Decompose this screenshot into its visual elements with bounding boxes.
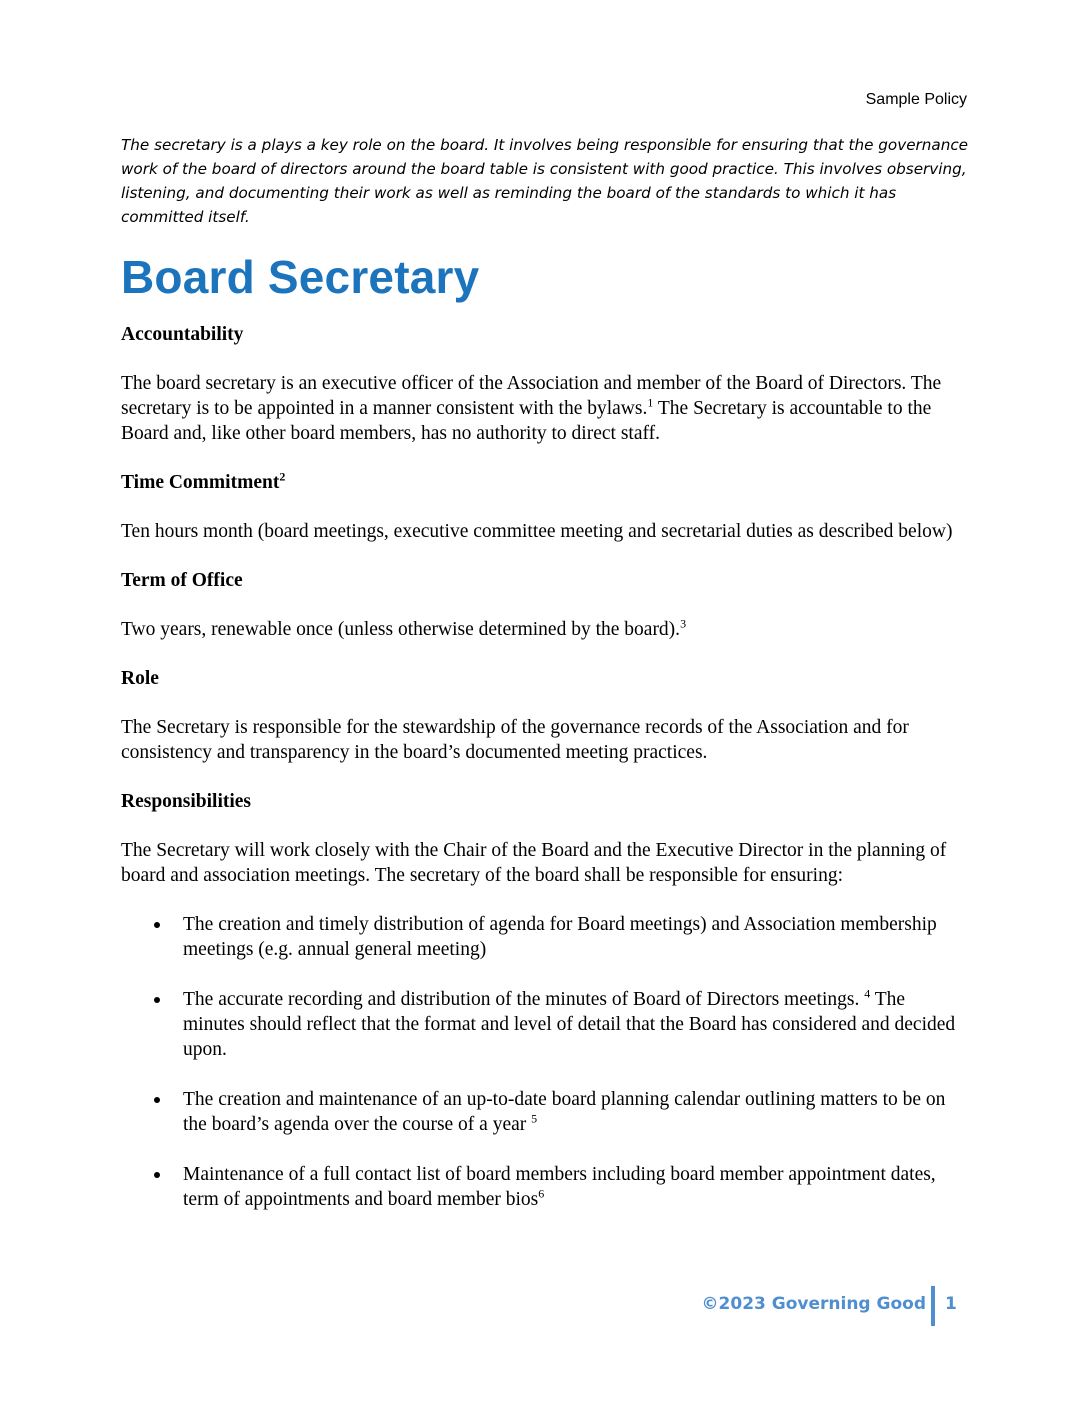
role-paragraph: The Secretary is responsible for the stewardship of the governance records of the Association and for consistency and transparency in the board’s documented meeting practices. [121, 717, 909, 763]
list-item-text: The creation and timely distribution of agenda for Board meetings) and Association membership meetings (e.g. annual general meeting) [183, 914, 937, 960]
list-item [121, 987, 971, 1062]
accountability-text-b: The Secretary is accountable to the Board and, like other board members, has no authority to direct staff. [121, 398, 932, 444]
section-heading-role: Role [121, 668, 159, 689]
list-item-text: Maintenance of a full contact list of board members including board member appointment dates, term of appointments and board member bios [183, 1164, 936, 1210]
bullet-icon [154, 1097, 160, 1103]
term-of-office-paragraph [121, 617, 971, 642]
page-title: Board Secretary [121, 251, 480, 303]
page-number: 1 [945, 1294, 957, 1314]
responsibilities-list [121, 912, 971, 1212]
footnote-ref-4[interactable]: 4 [864, 986, 871, 1001]
document-body [121, 322, 971, 1237]
page-footer [0, 1286, 1088, 1326]
footnote-ref-3[interactable]: 3 [680, 616, 687, 631]
list-item-text-a: The accurate recording and distribution of the minutes of Board of Directors meetings. [183, 989, 865, 1010]
bullet-icon [154, 997, 160, 1003]
list-item [121, 912, 971, 962]
time-commitment-paragraph: Ten hours month (board meetings, executive committee meeting and secretarial duties as described below) [121, 521, 953, 542]
footnote-ref-1[interactable]: 1 [647, 395, 654, 410]
list-item-text: The creation and maintenance of an up-to-date board planning calendar outlining matters to be on the board’s agenda over the course of a year [183, 1089, 946, 1135]
section-heading-term-of-office: Term of Office [121, 570, 243, 591]
footnote-ref-2[interactable]: 2 [279, 469, 286, 484]
responsibilities-paragraph: The Secretary will work closely with the Chair of the Board and the Executive Director in the planning of board and association meetings. The secretary of the board shall be responsible for ensuring: [121, 840, 947, 886]
footnote-ref-5[interactable]: 5 [531, 1111, 538, 1126]
section-heading-accountability: Accountability [121, 324, 244, 345]
accountability-text-a: The board secretary is an executive officer of the Association and member of the Board of Directors. The secretary is to be appointed in a manner consistent with the bylaws. [121, 373, 942, 419]
bullet-icon [154, 1172, 160, 1178]
list-item [121, 1087, 971, 1137]
list-item [121, 1162, 971, 1212]
list-item-text-b: The minutes should reflect that the format and level of detail that the Board has considered and decided upon. [183, 989, 956, 1060]
section-heading-time-commitment [121, 470, 971, 495]
bullet-icon [154, 922, 160, 928]
footer-divider [931, 1286, 935, 1326]
footer-copyright: ©2023 Governing Good [701, 1294, 926, 1314]
footnote-ref-6[interactable]: 6 [538, 1186, 545, 1201]
section-heading-responsibilities: Responsibilities [121, 791, 252, 812]
time-commitment-heading-text: Time Commitment [121, 472, 280, 493]
header-label: Sample Policy [865, 91, 967, 108]
accountability-paragraph [121, 371, 971, 446]
term-of-office-text: Two years, renewable once (unless otherwise determined by the board). [121, 619, 681, 640]
intro-paragraph: The secretary is a plays a key role on the board. It involves being responsible for ensuring that the governance work of the board of directors around the board table is consistent with good practice. This involves observing, listening, and documenting their work as well as reminding the board of the standards to which it has committed itself. [121, 136, 969, 226]
